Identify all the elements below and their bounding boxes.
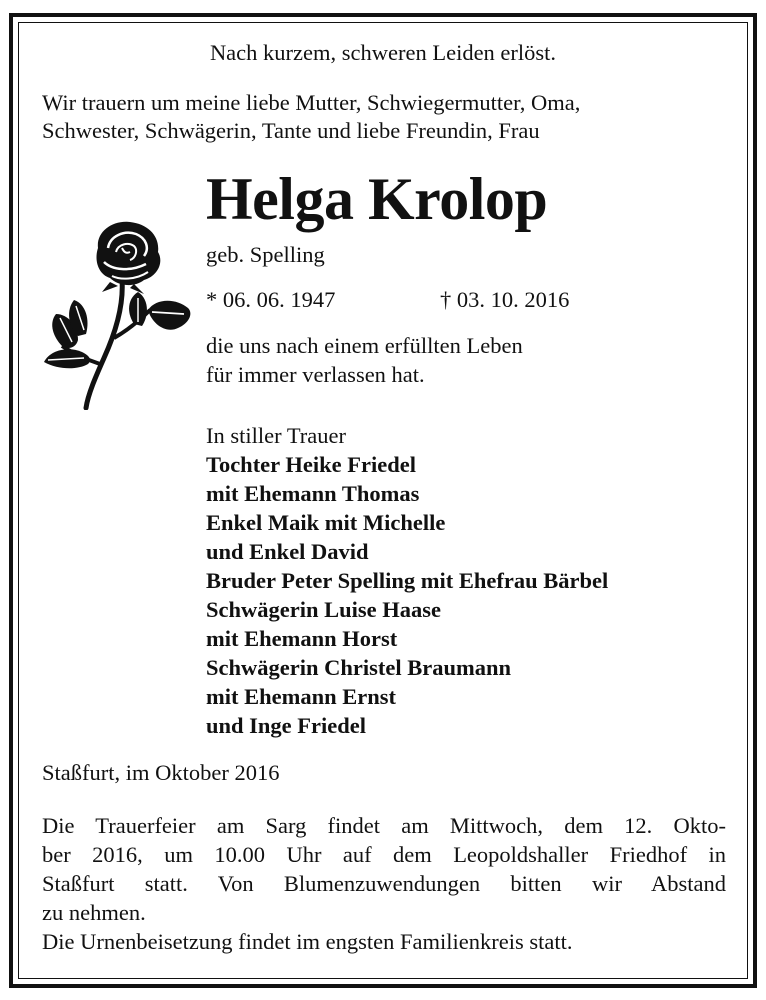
funeral-line-4: zu nehmen.	[42, 900, 146, 925]
rose-icon	[38, 218, 196, 410]
mourning-line-2: Schwester, Schwägerin, Tante und liebe Freundin, Frau	[42, 118, 540, 143]
family-member: Schwägerin Christel Braumann	[206, 655, 512, 680]
family-member: Tochter Heike Friedel	[206, 452, 416, 477]
family-member: Enkel Maik mit Michelle	[206, 510, 446, 535]
family-member: Schwägerin Luise Haase	[206, 597, 442, 622]
mourning-line-1: Wir trauern um meine liebe Mutter, Schwiegermutter, Oma,	[42, 90, 581, 115]
family-member: mit Ehemann Thomas	[206, 481, 420, 506]
intro-line: Nach kurzem, schweren Leiden erlöst.	[209, 40, 557, 65]
funeral-line-2: ber 2016, um 10.00 Uhr auf dem Leopoldshaller Friedhof in	[42, 842, 726, 867]
funeral-line-3: Staßfurt statt. Von Blumenzuwendungen bitten wir Abstand	[42, 871, 726, 896]
family-member: und Inge Friedel	[206, 713, 367, 738]
family-member: und Enkel David	[206, 539, 369, 564]
birth-date: * 06. 06. 1947	[206, 287, 336, 312]
birth-name: geb. Spelling	[206, 242, 325, 267]
deceased-name: Helga Krolop	[206, 166, 548, 232]
farewell-line-2: für immer verlassen hat.	[206, 362, 425, 387]
urn-note: Die Urnenbeisetzung findet im engsten Familienkreis statt.	[42, 929, 573, 954]
farewell-line-1: die uns nach einem erfüllten Leben	[206, 333, 523, 358]
family-member: Bruder Peter Spelling mit Ehefrau Bärbel	[206, 568, 609, 593]
place-date: Staßfurt, im Oktober 2016	[42, 760, 280, 785]
family-intro: In stiller Trauer	[206, 423, 346, 448]
family-member: mit Ehemann Horst	[206, 626, 398, 651]
funeral-line-1: Die Trauerfeier am Sarg findet am Mittwoch, dem 12. Okto-	[42, 813, 726, 838]
death-date: † 03. 10. 2016	[440, 287, 570, 312]
family-member: mit Ehemann Ernst	[206, 684, 397, 709]
